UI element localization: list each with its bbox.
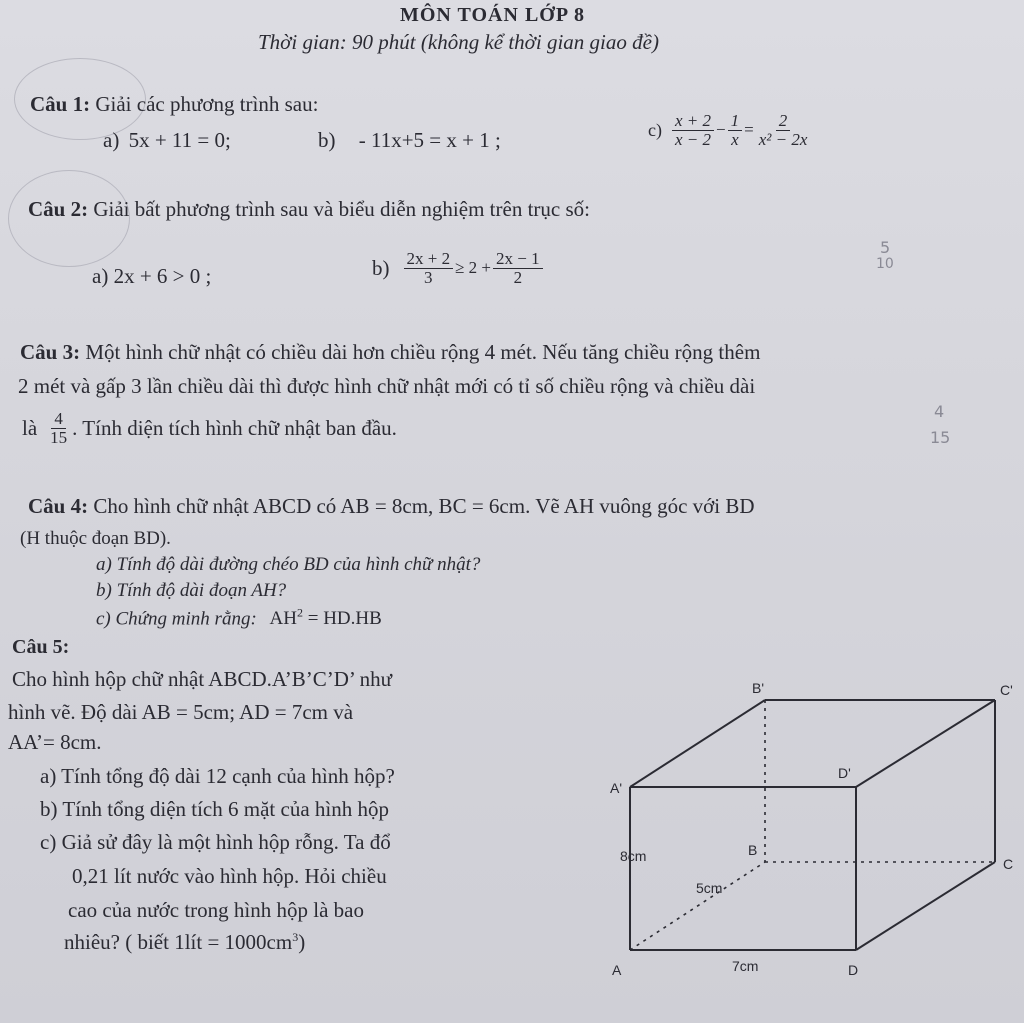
- q5-line-1: Cho hình hộp chữ nhật ABCD.A’B’C’D’ như: [12, 667, 392, 691]
- q1-c-fraction-2: $\frac{1}{x}$: [728, 112, 743, 149]
- exam-subtitle: Thời gian: 90 phút (không kể thời gian giao đề): [258, 30, 659, 54]
- q3-line-1: Câu 3: Một hình chữ nhật có chiều dài hơn chiều rộng 4 mét. Nếu tăng chiều rộng thêm: [20, 340, 761, 364]
- q2-part-b: b) $\frac{2x + 2}{3}$ ≥ 2 + $\frac{2x - 1}{2}$: [372, 250, 545, 287]
- vertex-C1-label: C': [1000, 682, 1013, 698]
- vertex-C-label: C: [1003, 856, 1014, 872]
- margin-note-3: 4: [934, 402, 945, 421]
- vertex-A1-label: A': [610, 780, 623, 796]
- q5-part-c-4: nhiêu? ( biết 1lít = $1000cm^3$): [64, 930, 306, 954]
- q4-part-c: c) Chứng minh rằng: $AH^2 = HD.HB$: [96, 606, 382, 630]
- vertex-B1-label: B': [752, 680, 765, 696]
- q5-part-c-3: cao của nước trong hình hộp là bao: [68, 898, 364, 922]
- margin-note-1: 5: [880, 238, 891, 257]
- length-8cm-label: 8cm: [620, 848, 647, 864]
- q5-part-c-1: c) Giả sử đây là một hình hộp rỗng. Ta đổ: [40, 830, 391, 854]
- vertex-D1-label: D': [838, 765, 851, 781]
- q2-part-a: a) 2x + 6 > 0 ;: [92, 264, 212, 288]
- q3-line-2: 2 mét và gấp 3 lần chiều dài thì được hình chữ nhật mới có tỉ số chiều rộng và chiều dài: [18, 374, 756, 398]
- q1-label: Câu 1:: [30, 92, 91, 116]
- q3-line-3: là $\frac{4}{15}$ . Tính diện tích hình chữ nhật ban đầu.: [22, 409, 397, 447]
- vertex-A-label: A: [612, 962, 622, 978]
- q2-b-fraction-1: $\frac{2x + 2}{3}$: [404, 250, 454, 287]
- edge-A1-B1: [630, 700, 765, 787]
- q2-heading: [28, 197, 590, 222]
- edge-D1-C1: [856, 700, 995, 787]
- q1-c-fraction-3: $\frac{2}{\text{x² − 2x}}$: [758, 111, 808, 149]
- q2-text: Giải bất phương trình sau và biểu diễn nghiệm trên trục số:: [93, 197, 590, 221]
- q1-part-b: b) - 11x+5 = x + 1 ;: [318, 128, 501, 152]
- edge-D-C: [856, 862, 995, 950]
- margin-note-4: 15: [930, 428, 951, 447]
- hidden-edge-A-B: [630, 862, 765, 950]
- exam-title: MÔN TOÁN LỚP 8: [400, 4, 585, 26]
- q4-part-b: b) Tính độ dài đoạn AH?: [96, 580, 287, 601]
- vertex-D-label: D: [848, 962, 859, 978]
- q4-line-1: Câu 4: Cho hình chữ nhật ABCD có AB = 8cm, BC = 6cm. Vẽ AH vuông góc với BD: [28, 494, 755, 518]
- length-5cm-label: 5cm: [696, 880, 723, 896]
- q3-ratio-fraction: $\frac{4}{15}$: [50, 409, 68, 447]
- q1-heading: [30, 92, 318, 117]
- q5-line-3: AA’= 8cm.: [8, 730, 102, 754]
- margin-note-2: 10: [876, 256, 894, 272]
- q2-b-fraction-2: $\frac{2x - 1}{2}$: [493, 250, 543, 287]
- length-7cm-label: 7cm: [732, 958, 759, 974]
- q5-part-b: b) Tính tổng diện tích 6 mặt của hình hộp: [40, 797, 389, 821]
- vertex-B-label: B: [748, 842, 758, 858]
- q2-label: Câu 2:: [28, 197, 89, 221]
- q3-label: Câu 3:: [20, 340, 81, 364]
- q4-line-2: (H thuộc đoạn BD).: [20, 528, 171, 549]
- q4-label: Câu 4:: [28, 494, 89, 518]
- q1-part-a: a) 5x + 11 = 0;: [103, 128, 231, 152]
- q5-label: Câu 5:: [12, 636, 70, 658]
- q1-text: Giải các phương trình sau:: [95, 92, 319, 116]
- q1-part-c: c) $\frac{x + 2}{x - 2}$ − $\frac{1}{x}$ = $\frac{2}{\text{x² − 2x}}$: [648, 112, 812, 149]
- q5-part-a: a) Tính tổng độ dài 12 cạnh của hình hộp?: [40, 764, 395, 788]
- q4-part-a: a) Tính độ dài đường chéo BD của hình chữ nhật?: [96, 554, 481, 575]
- q5-line-2: hình vẽ. Độ dài AB = 5cm; AD = 7cm và: [8, 700, 354, 724]
- q1-c-fraction-1: $\frac{x + 2}{x - 2}$: [672, 112, 714, 149]
- q5-part-c-2: 0,21 lít nước vào hình hộp. Hỏi chiều: [72, 864, 387, 888]
